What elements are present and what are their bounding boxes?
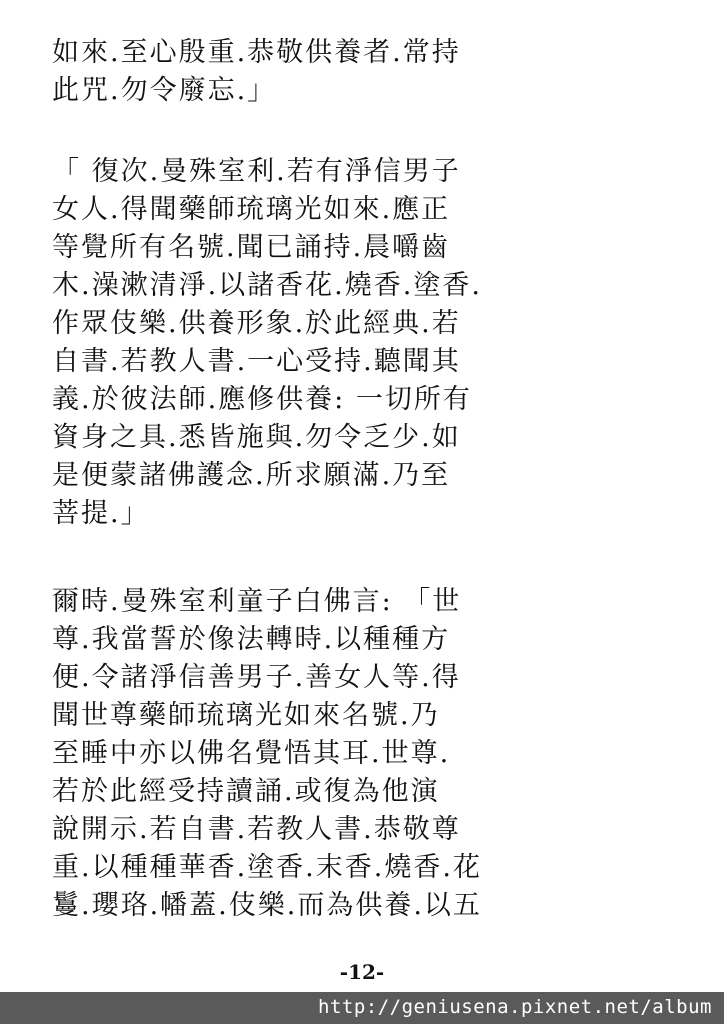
page-number: -12- [339, 960, 385, 984]
text-line: 菩提.」 [52, 498, 150, 529]
text-line: 尊.我當誓於像法轉時.以種種方 [52, 624, 451, 655]
text-line: 作眾伎樂.供養形象.於此經典.若 [52, 308, 461, 339]
text-line: 義.於彼法師.應修供養: 一切所有 [52, 384, 472, 415]
text-line: 便.令諸淨信善男子.善女人等.得 [52, 662, 461, 693]
text-line: 自書.若教人書.一心受持.聽聞其 [52, 346, 461, 377]
text-line: 說開示.若自書.若教人書.恭敬尊 [52, 814, 461, 845]
paragraph-3 [52, 583, 682, 925]
text-line: 此咒.勿令廢忘.」 [52, 75, 277, 106]
footer-bar [0, 992, 724, 1024]
footer-url[interactable]: http://geniusena.pixnet.net/album [318, 996, 712, 1018]
text-line: 聞世尊藥師琉璃光如來名號.乃 [52, 700, 440, 731]
text-line: 是便蒙諸佛護念.所求願滿.乃至 [52, 460, 451, 491]
text-line: 爾時.曼殊室利童子白佛言: 「世 [52, 586, 462, 617]
text-line: 女人.得聞藥師琉璃光如來.應正 [52, 194, 451, 225]
text-line: 至睡中亦以佛名覺悟其耳.世尊. [52, 738, 451, 769]
text-line: 重.以種種華香.塗香.末香.燒香.花 [52, 852, 482, 883]
text-line: 等覺所有名號.聞已誦持.晨嚼齒 [52, 232, 451, 263]
text-line: 鬘.瓔珞.幡蓋.伎樂.而為供養.以五 [52, 890, 482, 921]
text-line: 如來.至心殷重.恭敬供養者.常持 [52, 37, 461, 68]
text-line: 「 復次.曼殊室利.若有淨信男子 [52, 156, 461, 187]
text-line: 木.澡漱清淨.以諸香花.燒香.塗香. [52, 270, 482, 301]
paragraph-1 [52, 34, 682, 110]
paragraph-2 [52, 153, 682, 533]
text-line: 若於此經受持讀誦.或復為他演 [52, 776, 440, 807]
text-line: 資身之具.悉皆施與.勿令乏少.如 [52, 422, 461, 453]
